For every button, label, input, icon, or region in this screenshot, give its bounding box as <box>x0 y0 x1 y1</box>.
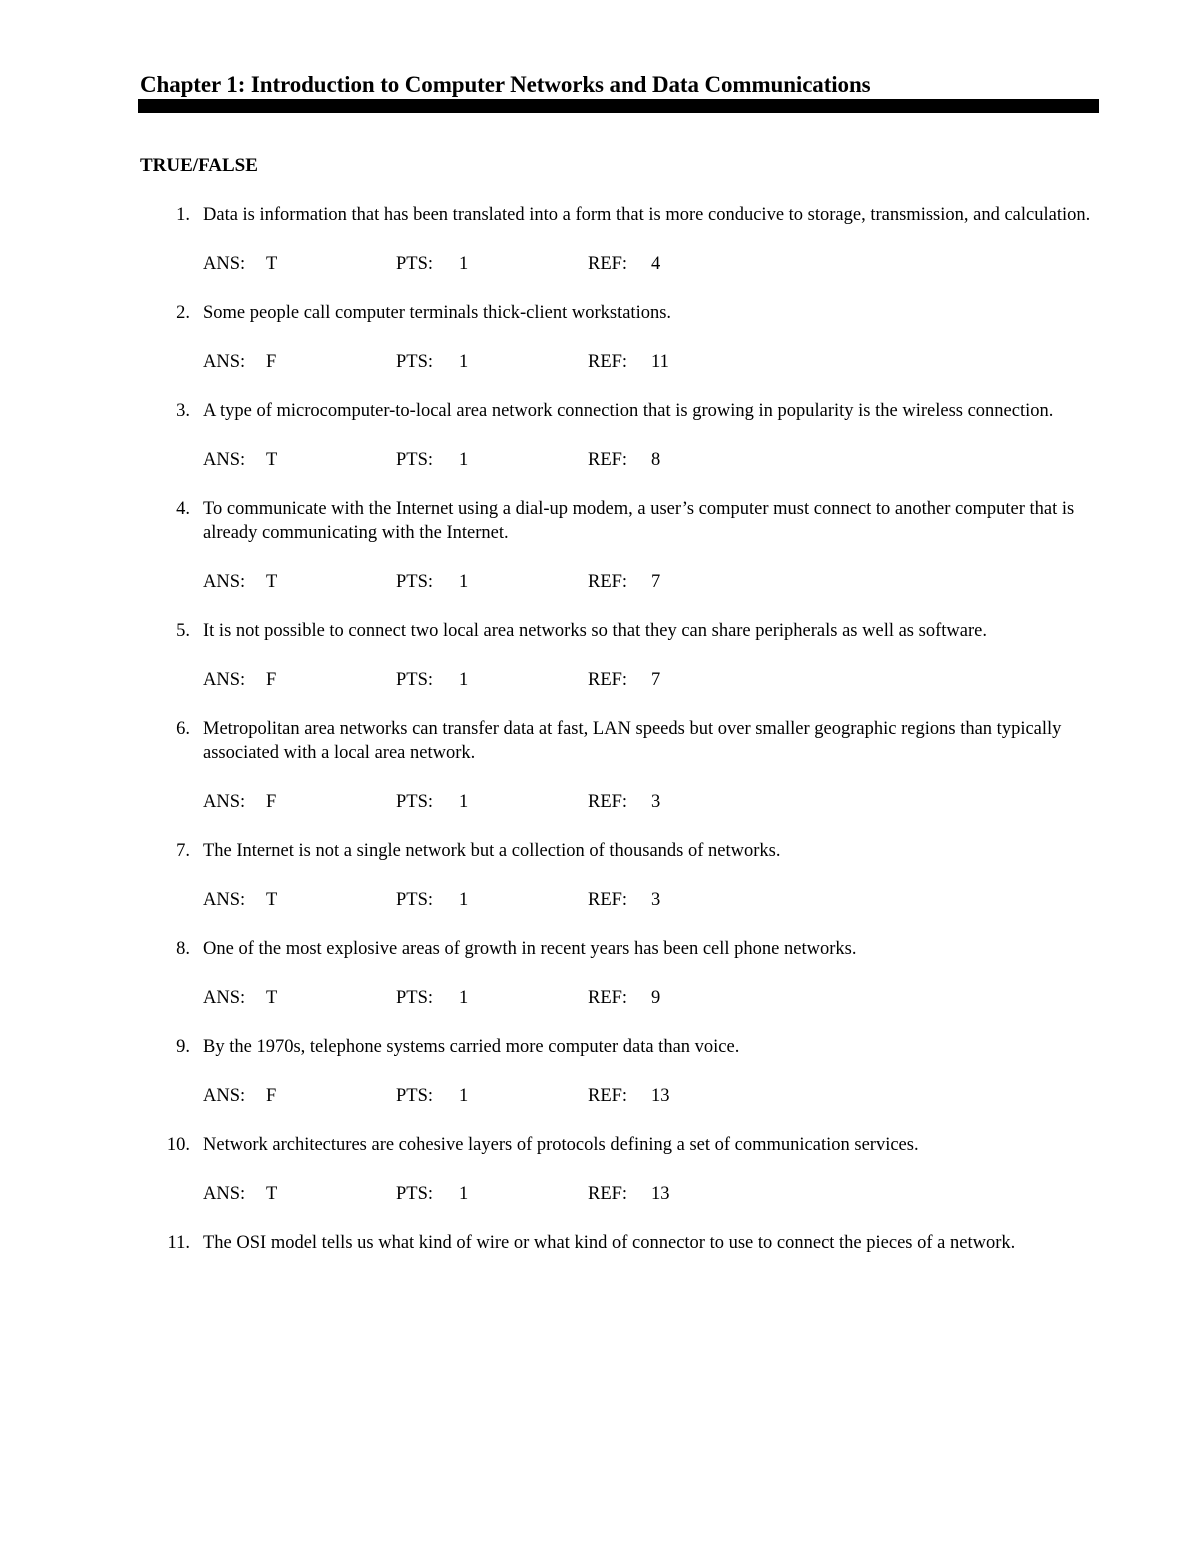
question-number: 1. <box>176 205 190 225</box>
ref-label: REF: <box>588 1086 628 1106</box>
ref-value: 9 <box>651 988 661 1008</box>
question-item <box>140 1035 1100 1108</box>
question-item <box>140 717 1100 814</box>
pts-label: PTS: <box>396 572 434 592</box>
ref-label: REF: <box>588 352 628 372</box>
ref-value: 13 <box>651 1086 670 1106</box>
pts-label: PTS: <box>396 890 434 910</box>
ans-label: ANS: <box>203 890 246 910</box>
ans-label: ANS: <box>203 988 246 1008</box>
pts-label: PTS: <box>396 352 434 372</box>
ans-label: ANS: <box>203 1184 246 1204</box>
ref-label: REF: <box>588 988 628 1008</box>
question-item <box>140 937 1100 1010</box>
question-number: 2. <box>176 303 190 323</box>
question-text: It is not possible to connect two local area networks so that they can share peripherals as well as software. <box>203 621 987 641</box>
question-item <box>140 839 1100 912</box>
question-number: 10. <box>166 1135 190 1155</box>
question-text: The OSI model tells us what kind of wire or what kind of connector to use to connect the pieces of a network. <box>203 1233 1016 1253</box>
answer-row <box>203 350 1100 374</box>
pts-value: 1 <box>459 254 469 274</box>
ref-label: REF: <box>588 890 628 910</box>
question-number: 8. <box>176 939 190 959</box>
pts-value: 1 <box>459 450 469 470</box>
ref-value: 4 <box>651 254 661 274</box>
question-number: 4. <box>176 499 190 519</box>
question-list <box>140 203 1100 1255</box>
pts-label: PTS: <box>396 450 434 470</box>
ref-value: 3 <box>651 792 661 812</box>
question-text: By the 1970s, telephone systems carried more computer data than voice. <box>203 1037 740 1057</box>
pts-value: 1 <box>459 1184 469 1204</box>
ans-label: ANS: <box>203 572 246 592</box>
question-text: One of the most explosive areas of growth in recent years has been cell phone networks. <box>203 939 857 959</box>
pts-value: 1 <box>459 572 469 592</box>
pts-label: PTS: <box>396 1184 434 1204</box>
question-text: To communicate with the Internet using a dial-up modem, a user’s computer must connect to another computer that is already communicating with the Internet. <box>203 499 1075 543</box>
pts-label: PTS: <box>396 1086 434 1106</box>
answer-row <box>203 888 1100 912</box>
ref-value: 13 <box>651 1184 670 1204</box>
pts-value: 1 <box>459 890 469 910</box>
pts-value: 1 <box>459 352 469 372</box>
ans-label: ANS: <box>203 450 246 470</box>
ans-label: ANS: <box>203 352 246 372</box>
question-number: 9. <box>176 1037 190 1057</box>
ans-label: ANS: <box>203 670 246 690</box>
answer-row <box>203 570 1100 594</box>
ans-value: F <box>266 352 277 372</box>
pts-value: 1 <box>459 792 469 812</box>
ans-value: T <box>266 890 278 910</box>
title-rule <box>138 99 1099 113</box>
answer-row <box>203 1182 1100 1206</box>
ref-label: REF: <box>588 1184 628 1204</box>
pts-label: PTS: <box>396 254 434 274</box>
question-item <box>140 619 1100 692</box>
question-number: 3. <box>176 401 190 421</box>
ans-label: ANS: <box>203 254 246 274</box>
question-item <box>140 1231 1100 1255</box>
question-item <box>140 301 1100 374</box>
question-number: 7. <box>176 841 190 861</box>
ans-value: T <box>266 572 278 592</box>
answer-row <box>203 668 1100 692</box>
ref-label: REF: <box>588 572 628 592</box>
answer-row <box>203 448 1100 472</box>
ref-value: 8 <box>651 450 661 470</box>
ans-value: T <box>266 254 278 274</box>
question-item <box>140 203 1100 276</box>
question-item <box>140 497 1100 594</box>
question-item <box>140 1133 1100 1206</box>
question-text: Network architectures are cohesive layers of protocols defining a set of communication services. <box>203 1135 919 1155</box>
pts-label: PTS: <box>396 792 434 812</box>
chapter-title: Chapter 1: Introduction to Computer Networks and Data Communications <box>140 72 871 97</box>
question-text: The Internet is not a single network but a collection of thousands of networks. <box>203 841 781 861</box>
question-text: A type of microcomputer-to-local area network connection that is growing in popularity is the wireless connection. <box>203 401 1054 421</box>
question-item <box>140 399 1100 472</box>
question-text: Some people call computer terminals thick-client workstations. <box>203 303 672 323</box>
ans-value: T <box>266 988 278 1008</box>
ref-value: 7 <box>651 670 661 690</box>
ans-value: T <box>266 1184 278 1204</box>
ref-value: 11 <box>651 352 669 372</box>
answer-row <box>203 252 1100 276</box>
question-number: 6. <box>176 719 190 739</box>
question-text: Data is information that has been translated into a form that is more conducive to storage, transmission, and calculation. <box>203 205 1091 225</box>
question-text: Metropolitan area networks can transfer data at fast, LAN speeds but over smaller geographic regions than typically associated with a local area network. <box>203 719 1062 763</box>
ref-value: 3 <box>651 890 661 910</box>
ref-value: 7 <box>651 572 661 592</box>
section-heading: TRUE/FALSE <box>140 155 258 176</box>
pts-label: PTS: <box>396 988 434 1008</box>
question-number: 11. <box>167 1233 190 1253</box>
ref-label: REF: <box>588 792 628 812</box>
answer-row <box>203 790 1100 814</box>
ans-label: ANS: <box>203 1086 246 1106</box>
ref-label: REF: <box>588 450 628 470</box>
ans-value: F <box>266 670 277 690</box>
ans-value: F <box>266 1086 277 1106</box>
ref-label: REF: <box>588 254 628 274</box>
answer-row <box>203 1084 1100 1108</box>
question-number: 5. <box>176 621 190 641</box>
ans-label: ANS: <box>203 792 246 812</box>
ref-label: REF: <box>588 670 628 690</box>
pts-value: 1 <box>459 988 469 1008</box>
ans-value: T <box>266 450 278 470</box>
answer-row <box>203 986 1100 1010</box>
pts-value: 1 <box>459 1086 469 1106</box>
pts-label: PTS: <box>396 670 434 690</box>
ans-value: F <box>266 792 277 812</box>
pts-value: 1 <box>459 670 469 690</box>
